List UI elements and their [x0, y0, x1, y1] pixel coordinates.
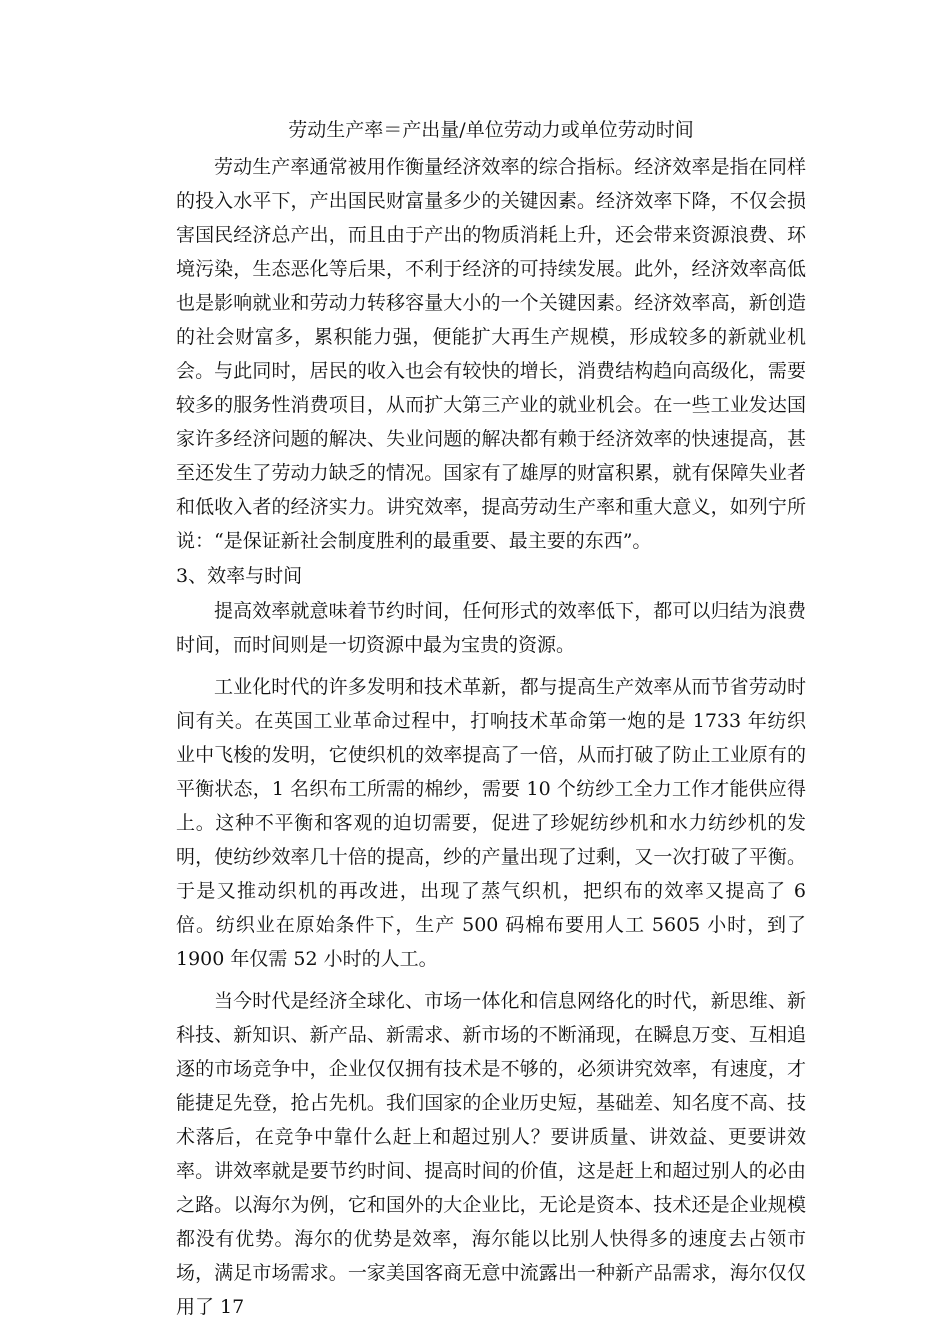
- paragraph-industrial-revolution: 工业化时代的许多发明和技术革新，都与提高生产效率从而节省劳动时间有关。在英国工业革命过程中，打响技术革命第一炮的是 1733 年纺织业中飞梭的发明，它使织机的效率提高了一倍，从而打破了防止工业原有的平衡状态，1 名织布工所需的棉纱，需要 10 个纺纱工全力工作才能供应得上。这种不平衡和客观的迫切需要，促进了珍妮纺纱机和水力纺纱机的发明，使纺纱效率几十倍的提高，纱的产量出现了过剩，又一次打破了平衡。于是又推动织机的再改进，出现了蒸气织机，把织布的效率又提高了 6 倍。纺织业在原始条件下，生产 500 码棉布要用人工 5605 小时，到了 1900 年仅需 52 小时的人工。: [176, 676, 806, 970]
- paragraph-efficiency-time: 提高效率就意味着节约时间，任何形式的效率低下，都可以归结为浪费时间，而时间则是一切资源中最为宝贵的资源。: [176, 600, 806, 656]
- document-page: [176, 110, 806, 1324]
- formula-line: 劳动生产率＝产出量/单位劳动力或单位劳动时间: [288, 119, 694, 141]
- section-heading: 3、效率与时间: [176, 565, 303, 587]
- paragraph-efficiency-indicator: 劳动生产率通常被用作衡量经济效率的综合指标。经济效率是指在同样的投入水平下，产出国民财富量多少的关键因素。经济效率下降，不仅会损害国民经济总产出，而且由于产出的物质消耗上升，还会带来资源浪费、环境污染，生态恶化等后果，不利于经济的可持续发展。此外，经济效率高低也是影响就业和劳动力转移容量大小的一个关键因素。经济效率高，新创造的社会财富多，累积能力强，便能扩大再生产规模，形成较多的新就业机会。与此同时，居民的收入也会有较快的增长，消费结构趋向高级化，需要较多的服务性消费项目，从而扩大第三产业的就业机会。在一些工业发达国家许多经济问题的解决、失业问题的解决都有赖于经济效率的快速提高，甚至还发生了劳动力缺乏的情况。国家有了雄厚的财富积累，就有保障失业者和低收入者的经济实力。讲究效率，提高劳动生产率和重大意义，如列宁所说：“是保证新社会制度胜利的最重要、最主要的东西”。: [176, 156, 806, 552]
- paragraph-globalization-haier: 当今时代是经济全球化、市场一体化和信息网络化的时代，新思维、新科技、新知识、新产品、新需求、新市场的不断涌现，在瞬息万变、互相追逐的市场竞争中，企业仅仅拥有技术是不够的，必须讲究效率，有速度，才能捷足先登，抢占先机。我们国家的企业历史短，基础差、知名度不高、技术落后，在竞争中靠什么赶上和超过别人？要讲质量、讲效益、更要讲效率。讲效率就是要节约时间、提高时间的价值，这是赶上和超过别人的必由之路。以海尔为例，它和国外的大企业比，无论是资本、技术还是企业规模都没有优势。海尔的优势是效率，海尔能以比别人快得多的速度去占领市场，满足市场需求。一家美国客商无意中流露出一种新产品需求，海尔仅仅用了 17: [176, 990, 806, 1318]
